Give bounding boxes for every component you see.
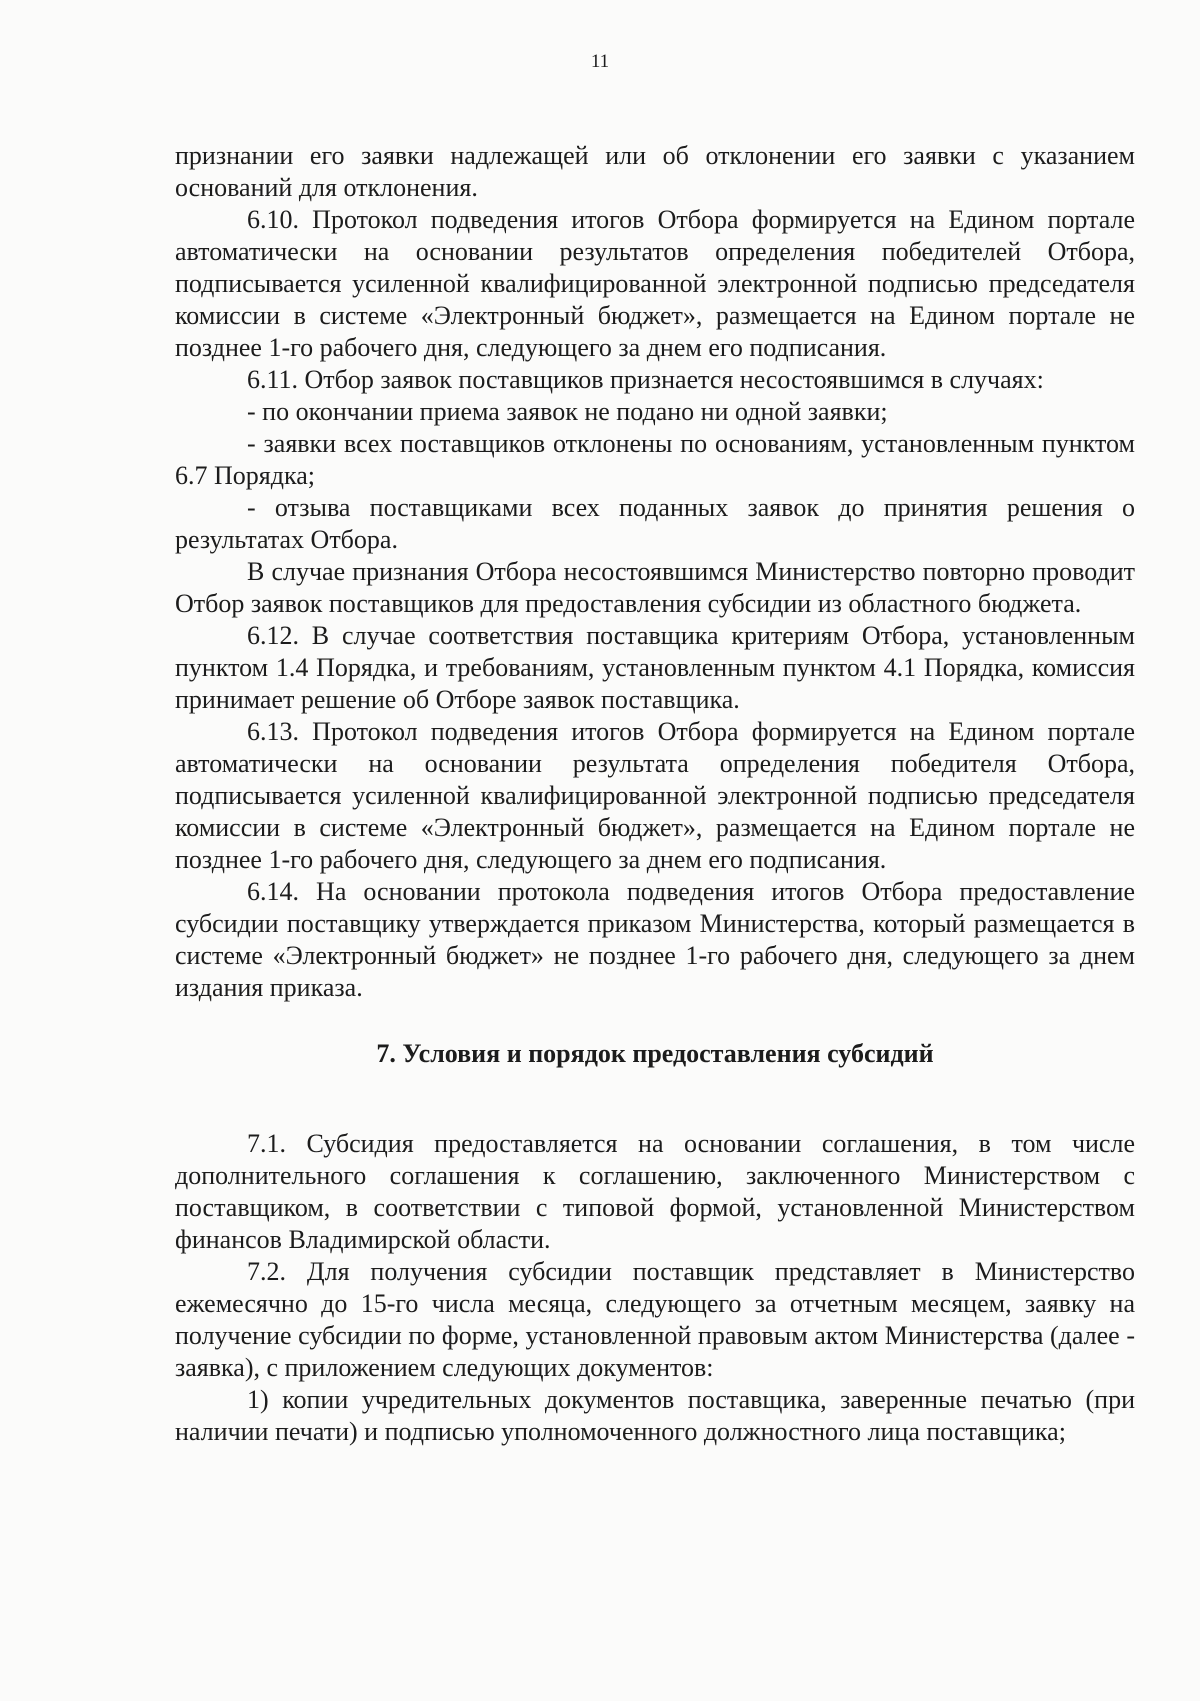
- paragraph: 7.1. Субсидия предоставляется на основании соглашения, в том числе дополнительного соглашения к соглашению, заключенного Министерством с поставщиком, в соответствии с типовой формой, установленной Министерством финансов Владимирской области.: [175, 1129, 1135, 1254]
- document-body: [175, 140, 1135, 1448]
- paragraph: 1) копии учредительных документов поставщика, заверенные печатью (при наличии печати) и подписью уполномоченного должностного лица поставщика;: [175, 1385, 1135, 1446]
- paragraph: 6.10. Протокол подведения итогов Отбора формируется на Едином портале автоматически на основании результатов определения победителей Отбора, подписывается усиленной квалифицированной электронной подписью председателя комиссии в системе «Электронный бюджет», размещается на Едином портале не позднее 1-го рабочего дня, следующего за днем его подписания.: [175, 205, 1135, 362]
- paragraph: - отзыва поставщиками всех поданных заявок до принятия решения о результатах Отбора.: [175, 493, 1135, 554]
- paragraph: признании его заявки надлежащей или об отклонении его заявки с указанием оснований для отклонения.: [175, 141, 1135, 202]
- paragraph: 6.14. На основании протокола подведения итогов Отбора предоставление субсидии поставщику утверждается приказом Министерства, который размещается в системе «Электронный бюджет» не позднее 1-го рабочего дня, следующего за днем издания приказа.: [175, 877, 1135, 1002]
- paragraph: 7.2. Для получения субсидии поставщик представляет в Министерство ежемесячно до 15-го числа месяца, следующего за отчетным месяцем, заявку на получение субсидии по форме, установленной правовым актом Министерства (далее - заявка), с приложением следующих документов:: [175, 1257, 1135, 1382]
- section-heading: 7. Условия и порядок предоставления субсидий: [376, 1039, 934, 1068]
- paragraph: - по окончании приема заявок не подано ни одной заявки;: [247, 397, 888, 426]
- section-6-paragraphs: [175, 140, 1135, 1004]
- paragraph: 6.11. Отбор заявок поставщиков признается несостоявшимся в случаях:: [247, 365, 1044, 394]
- paragraph: - заявки всех поставщиков отклонены по основаниям, установленным пунктом 6.7 Порядка;: [175, 429, 1135, 490]
- paragraph: В случае признания Отбора несостоявшимся Министерство повторно проводит Отбор заявок поставщиков для предоставления субсидии из областного бюджета.: [175, 557, 1135, 618]
- paragraph: 6.12. В случае соответствия поставщика критериям Отбора, установленным пунктом 1.4 Порядка, и требованиям, установленным пунктом 4.1 Порядка, комиссия принимает решение об Отборе заявок поставщика.: [175, 621, 1135, 714]
- paragraph: 6.13. Протокол подведения итогов Отбора формируется на Едином портале автоматически на основании результата определения победителя Отбора, подписывается усиленной квалифицированной электронной подписью председателя комиссии в системе «Электронный бюджет», размещается на Едином портале не позднее 1-го рабочего дня, следующего за днем его подписания.: [175, 717, 1135, 874]
- section-7-paragraphs: [175, 1128, 1135, 1448]
- page-number: 11: [590, 51, 610, 72]
